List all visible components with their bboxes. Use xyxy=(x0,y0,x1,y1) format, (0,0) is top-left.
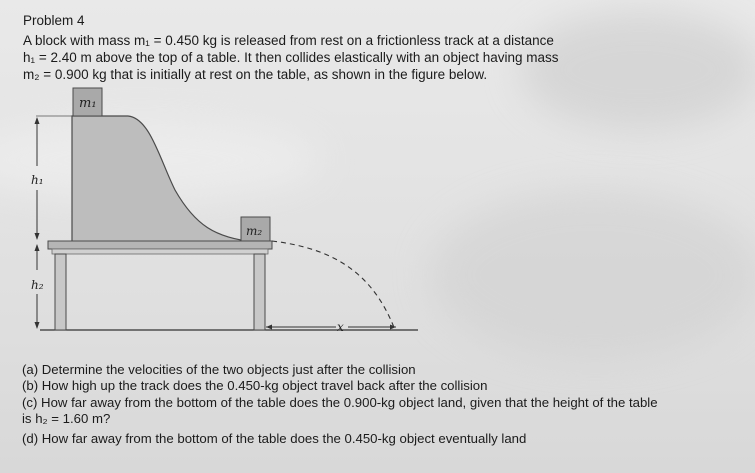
table-apron xyxy=(52,249,268,254)
h1-arrow-top xyxy=(35,117,40,124)
table-leg-right xyxy=(254,254,265,330)
label-x: x xyxy=(337,320,344,334)
question-a: (a) Determine the velocities of the two objects just after the collision xyxy=(22,362,416,377)
h2-arrow-top xyxy=(35,244,40,251)
question-d: (d) How far away from the bottom of the table does the 0.450-kg object eventually land xyxy=(22,431,527,446)
table-leg-left xyxy=(55,254,66,330)
question-b: (b) How high up the track does the 0.450-kg object travel back after the collision xyxy=(22,378,488,393)
table-top xyxy=(48,241,272,249)
statement-line-3: m₂ = 0.900 kg that is initially at rest on the table, as shown in the figure below. xyxy=(23,67,488,82)
frictionless-track xyxy=(72,116,255,242)
h2-arrow-bottom xyxy=(35,322,40,329)
statement-line-2: h₁ = 2.40 m above the top of a table. It then collides elastically with an object having mass xyxy=(23,50,559,65)
h1-arrow-bottom xyxy=(35,233,40,240)
projectile-trajectory xyxy=(272,241,395,330)
label-m2: m₂ xyxy=(246,224,263,238)
problem-title: Problem 4 xyxy=(23,13,85,28)
label-m1: m₁ xyxy=(79,96,97,111)
label-h1: h₁ xyxy=(31,173,44,187)
label-h2: h₂ xyxy=(31,278,44,292)
x-arrow-left xyxy=(266,325,272,330)
question-c: (c) How far away from the bottom of the table does the 0.900-kg object land, given that the height of the table xyxy=(22,395,658,410)
statement-line-1: A block with mass m₁ = 0.450 kg is released from rest on a frictionless track at a distance xyxy=(23,33,554,48)
question-c-continued: is h₂ = 1.60 m? xyxy=(22,411,111,426)
